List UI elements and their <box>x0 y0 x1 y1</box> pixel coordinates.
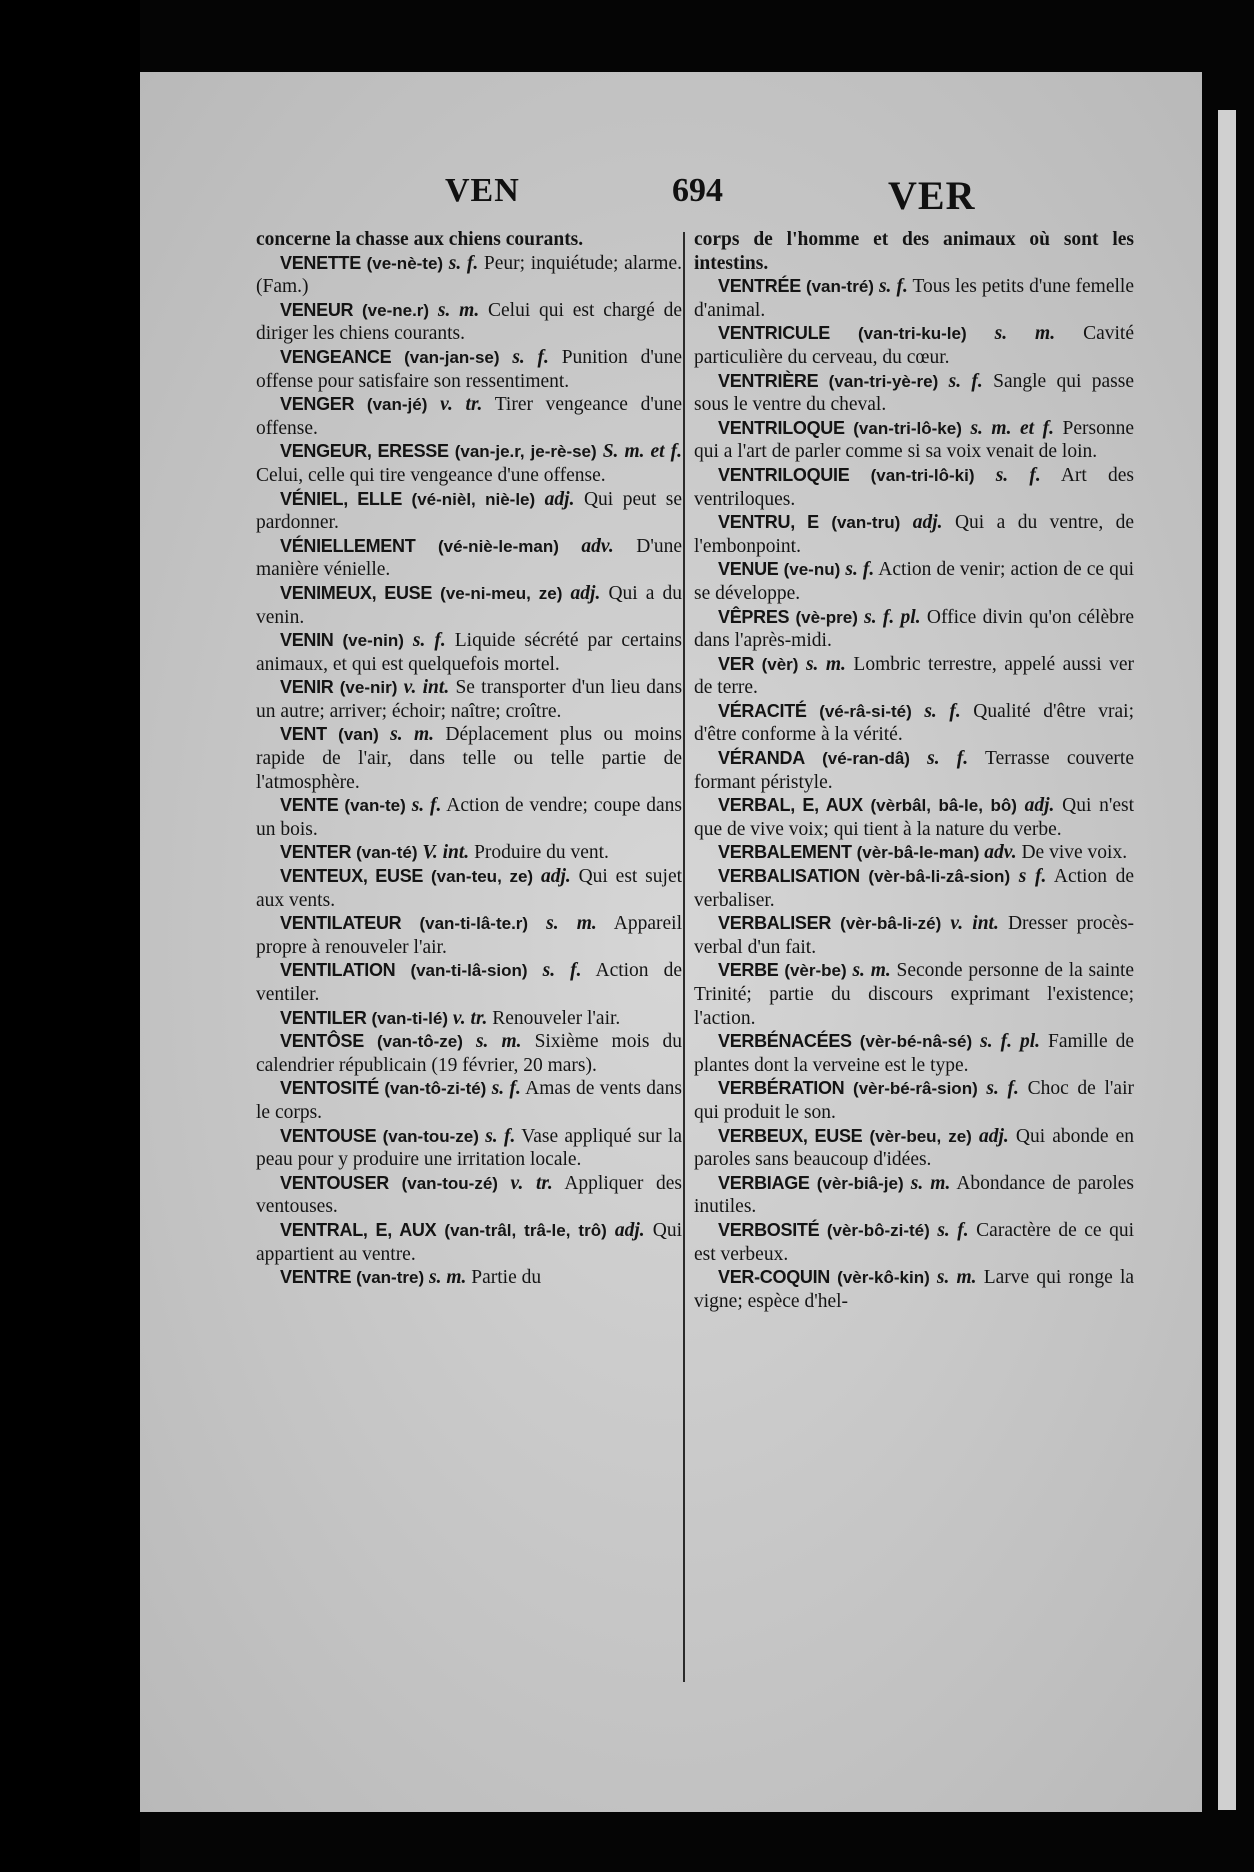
entry-definition: Qui a du venin. <box>256 582 683 628</box>
entry-definition: Tous les petits d'une femelle d'animal. <box>694 276 1134 321</box>
entry-grammar: adv. <box>984 842 1017 864</box>
entry-headword: VENTEUX, EUSE <box>280 866 424 887</box>
dictionary-entry <box>256 582 682 629</box>
entry-pronunciation: (vèr-bô-zi-té) <box>826 1220 930 1240</box>
entry-pronunciation: (ve-nè-te) <box>366 253 444 273</box>
right-column <box>694 228 1134 1313</box>
dictionary-entry <box>694 417 1134 464</box>
dictionary-entry <box>256 1266 682 1290</box>
dictionary-entry <box>256 535 682 582</box>
entry-pronunciation: (vé-râ-si-té) <box>819 701 912 721</box>
entry-pronunciation: (vèr-be) <box>784 961 847 981</box>
entry-grammar: s. f. <box>542 960 582 982</box>
entry-grammar: adj. <box>614 1219 645 1241</box>
entry-pronunciation: (van-tou-zé) <box>401 1173 498 1193</box>
entry-grammar: s. m. <box>546 913 597 935</box>
entry-definition: Qui peut se pardonner. <box>256 488 683 534</box>
dictionary-entry <box>694 1125 1134 1172</box>
entry-grammar: s. f. <box>491 1078 521 1100</box>
entry-grammar: s. f. <box>845 559 875 581</box>
entry-headword: VERBEUX, EUSE <box>718 1125 863 1146</box>
entry-headword: VERBAL, E, AUX <box>718 795 863 816</box>
entry-headword: VENIMEUX, EUSE <box>280 582 433 603</box>
entry-definition: Se transporter d'un lieu dans un autre; arriver; échoir; naître; croître. <box>256 677 683 722</box>
entry-pronunciation: (vèr) <box>761 654 799 674</box>
dictionary-entry <box>256 488 682 535</box>
entry-definition: Qualité d'être vrai; d'être conforme à la vérité. <box>694 700 1135 746</box>
entry-grammar: s. f. <box>485 1125 516 1147</box>
entry-grammar: s. f. <box>995 464 1041 486</box>
scan-border <box>0 0 140 1872</box>
entry-grammar: s. m. <box>936 1267 977 1289</box>
entry-definition: De vive voix. <box>1021 842 1128 864</box>
entry-grammar: adj. <box>540 866 571 888</box>
entry-headword: VENEUR <box>280 299 354 320</box>
page-number: 694 <box>672 172 723 209</box>
entry-definition: Sangle qui passe sous le ventre du cheval. <box>694 370 1135 416</box>
entry-headword: VERBÉNACÉES <box>718 1031 852 1052</box>
entry-definition: Appliquer des ventouses. <box>256 1172 682 1218</box>
dictionary-entry <box>694 511 1134 558</box>
entry-pronunciation: (van-té) <box>356 843 418 863</box>
entry-definition: concerne la chasse aux chiens courants. <box>256 229 584 250</box>
dictionary-entry <box>694 275 1134 322</box>
entry-headword: VERBE <box>718 960 779 981</box>
dictionary-entry <box>256 228 682 252</box>
entry-headword: VENTE <box>280 795 339 816</box>
entry-grammar: s. f. <box>411 795 442 817</box>
entry-pronunciation: (van-tou-ze) <box>382 1126 479 1146</box>
dictionary-entry <box>256 440 682 487</box>
running-head-left: VEN <box>445 172 520 209</box>
left-column <box>256 228 682 1290</box>
entry-grammar: v. tr. <box>440 394 483 416</box>
entry-grammar: S. m. et f. <box>602 441 682 463</box>
entry-pronunciation: (van-tre) <box>356 1268 425 1288</box>
entry-grammar: s. f. <box>937 1219 969 1241</box>
dictionary-entry <box>694 865 1134 912</box>
dictionary-entry <box>694 700 1134 747</box>
entry-definition: Action de ventiler. <box>256 960 683 1005</box>
entry-grammar: s. f. <box>448 252 479 274</box>
entry-headword: VER <box>718 653 755 674</box>
dictionary-entry <box>256 841 682 865</box>
dictionary-entry <box>694 794 1134 841</box>
entry-pronunciation: (vèr-kô-kin) <box>837 1268 930 1288</box>
entry-grammar: V. int. <box>422 842 470 864</box>
entry-definition: Celui qui est chargé de diriger les chiens courants. <box>256 299 683 345</box>
entry-definition: Caractère de ce qui est verbeux. <box>694 1219 1135 1265</box>
entry-definition: Celui, celle qui tire vengeance d'une offense. <box>256 464 606 486</box>
entry-definition: Peur; inquiétude; alarme. (Fam.) <box>256 252 683 298</box>
entry-headword: VÉRANDA <box>718 748 805 769</box>
entry-definition: Choc de l'air qui produit le son. <box>694 1078 1134 1123</box>
entry-pronunciation: (vèr-biâ-je) <box>816 1173 904 1193</box>
entry-headword: VENGEANCE <box>280 346 392 367</box>
entry-definition: Vase appliqué sur la peau pour y produire une irritation locale. <box>256 1125 683 1171</box>
entry-grammar: s. f. <box>878 276 908 298</box>
entry-definition: Office divin qu'on célèbre dans l'après-midi. <box>694 606 1135 652</box>
entry-headword: VÉRACITÉ <box>718 700 807 721</box>
entry-headword: VENTILATION <box>280 960 396 981</box>
entry-grammar: s. f. <box>927 748 969 770</box>
entry-definition: Action de verbaliser. <box>694 866 1135 911</box>
entry-definition: Qui est sujet aux vents. <box>256 866 683 911</box>
entry-headword: VENETTE <box>280 252 361 273</box>
entry-headword: VENTILER <box>280 1007 367 1028</box>
entry-definition: Liquide sécrété par certains animaux, et qui est quelquefois mortel. <box>256 630 683 675</box>
entry-definition: Tirer vengeance d'une offense. <box>256 394 683 439</box>
entry-headword: VENUE <box>718 559 779 580</box>
entry-grammar: s. m. <box>475 1031 522 1053</box>
entry-pronunciation: (ve-ni-meu, ze) <box>440 583 563 603</box>
entry-headword: VENTRIÈRE <box>718 370 819 391</box>
entry-grammar: adj. <box>1024 795 1055 817</box>
entry-headword: VENTRILOQUE <box>718 417 845 438</box>
entry-definition: Amas de vents dans le corps. <box>256 1078 683 1123</box>
entry-grammar: s. m. et f. <box>970 417 1054 439</box>
entry-grammar: s. f. <box>924 700 961 722</box>
entry-grammar: adj. <box>570 582 601 604</box>
entry-grammar: v. tr. <box>510 1172 553 1194</box>
entry-pronunciation: (van-tô-ze) <box>376 1032 463 1052</box>
entry-definition: Art des ventriloques. <box>694 464 1134 510</box>
dictionary-entry <box>694 322 1134 369</box>
entry-headword: VENTRE <box>280 1267 352 1288</box>
dictionary-entry <box>694 228 1134 275</box>
entry-definition: Cavité particulière du cerveau, du cœur. <box>694 323 1134 368</box>
entry-pronunciation: (van) <box>338 725 379 745</box>
dictionary-entry <box>256 629 682 676</box>
entry-definition: D'une manière vénielle. <box>256 535 683 581</box>
entry-pronunciation: (vèr-bâ-le-man) <box>856 843 980 863</box>
dictionary-entry <box>256 1030 682 1077</box>
entry-grammar: s. m. <box>437 299 480 321</box>
adjacent-page-edge <box>1218 110 1236 1810</box>
entry-pronunciation: (van-tri-lô-ke) <box>853 418 962 438</box>
entry-definition: Personne qui a l'art de parler comme si sa voix venait de loin. <box>694 417 1135 463</box>
entry-grammar: s. f. pl. <box>864 606 921 628</box>
entry-headword: VENTOSITÉ <box>280 1078 379 1099</box>
entry-pronunciation: (van-jan-se) <box>404 347 500 367</box>
dictionary-entry <box>694 370 1134 417</box>
entry-headword: VENTOUSE <box>280 1125 377 1146</box>
dictionary-entry <box>694 1219 1134 1266</box>
entry-grammar: s. m. <box>428 1267 467 1289</box>
entry-grammar: s. m. <box>910 1172 951 1194</box>
entry-headword: VERBALISATION <box>718 866 860 887</box>
entry-headword: VENIN <box>280 630 334 651</box>
dictionary-entry <box>694 606 1134 653</box>
entry-pronunciation: (vèr-bé-nâ-sé) <box>859 1032 973 1052</box>
dictionary-entry <box>256 1077 682 1124</box>
dictionary-entry <box>256 346 682 393</box>
entry-grammar: adj. <box>912 512 943 534</box>
dictionary-entry <box>694 464 1134 511</box>
dictionary-entry <box>256 299 682 346</box>
entry-grammar: s. m. <box>852 960 891 982</box>
entry-definition: Abondance de paroles inutiles. <box>694 1172 1135 1218</box>
entry-headword: VERBOSITÉ <box>718 1219 820 1240</box>
entry-definition: Punition d'une offense pour satisfaire son ressentiment. <box>256 346 682 392</box>
dictionary-entry <box>256 1125 682 1172</box>
dictionary-entry <box>256 723 682 794</box>
entry-definition: Qui n'est que de vive voix; qui tient à la nature du verbe. <box>694 795 1135 840</box>
entry-definition: Seconde personne de la sainte Trinité; partie du discours exprimant l'existence; l'action. <box>694 960 1135 1029</box>
dictionary-entry <box>694 959 1134 1030</box>
entry-headword: VENTRICULE <box>718 323 831 344</box>
entry-pronunciation: (vé-ran-dâ) <box>822 749 910 769</box>
entry-pronunciation: (van-ti-lâ-sion) <box>410 961 528 981</box>
entry-pronunciation: (ve-nir) <box>339 678 398 698</box>
entry-definition: Larve qui ronge la vigne; espèce d'hel- <box>694 1267 1135 1312</box>
entry-definition: Renouveler l'air. <box>492 1007 621 1029</box>
entry-pronunciation: (ve-nin) <box>342 631 404 651</box>
dictionary-entry <box>694 841 1134 865</box>
entry-definition: Terrasse couverte formant péristyle. <box>694 748 1135 793</box>
entry-definition: Déplacement plus ou moins rapide de l'air, dans telle ou telle partie de l'atmosphère. <box>256 724 683 793</box>
entry-definition: Qui appartient au ventre. <box>256 1219 683 1265</box>
entry-pronunciation: (vèr-bâ-li-zé) <box>840 914 942 934</box>
entry-grammar: v. int. <box>403 677 450 699</box>
dictionary-entry <box>256 794 682 841</box>
entry-pronunciation: (vèr-beu, ze) <box>869 1126 972 1146</box>
entry-grammar: s f. <box>1018 866 1047 888</box>
entry-grammar: s. m. <box>994 323 1056 345</box>
dictionary-entry <box>694 1266 1134 1313</box>
entry-grammar: v. int. <box>950 913 999 935</box>
entry-definition: Appareil propre à renouveler l'air. <box>256 913 682 958</box>
entry-pronunciation: (vèrbâl, bâ-le, bô) <box>870 796 1017 816</box>
entry-headword: VENGER <box>280 394 355 415</box>
entry-definition: Action de venir; action de ce qui se développe. <box>694 559 1134 604</box>
running-head-right: VER <box>888 173 976 218</box>
dictionary-entry <box>256 252 682 299</box>
entry-pronunciation: (vèr-bé-râ-sion) <box>853 1079 978 1099</box>
entry-grammar: s. m. <box>805 653 846 675</box>
entry-definition: corps de l'homme et des animaux où sont les intestins. <box>694 229 1134 274</box>
entry-grammar: s. f. <box>986 1078 1019 1100</box>
entry-headword: VENTÔSE <box>280 1031 364 1052</box>
entry-pronunciation: (van-tru) <box>831 513 901 533</box>
entry-pronunciation: (van-trâl, trâ-le, trô) <box>444 1220 607 1240</box>
entry-definition: Sixième mois du calendrier républicain (19 février, 20 mars). <box>256 1031 682 1076</box>
entry-headword: VERBIAGE <box>718 1172 810 1193</box>
entry-headword: VENGEUR, ERESSE <box>280 441 449 462</box>
entry-grammar: adv. <box>581 535 614 557</box>
entry-headword: VENTOUSER <box>280 1172 389 1193</box>
entry-pronunciation: (van-tri-lô-ki) <box>870 465 975 485</box>
dictionary-entry <box>694 558 1134 605</box>
entry-headword: VENTRAL, E, AUX <box>280 1219 437 1240</box>
entry-grammar: adj. <box>544 488 575 510</box>
entry-grammar: s. m. <box>390 724 435 746</box>
entry-definition: Famille de plantes dont la verveine est le type. <box>694 1031 1135 1076</box>
entry-headword: VÉNIELLEMENT <box>280 535 416 556</box>
entry-pronunciation: (van-teu, ze) <box>430 867 534 887</box>
dictionary-entry <box>256 1172 682 1219</box>
entry-pronunciation: (vè-pre) <box>795 607 858 627</box>
entry-definition: Qui a du ventre, de l'embonpoint. <box>694 512 1135 557</box>
entry-grammar: s. f. pl. <box>980 1031 1041 1053</box>
entry-pronunciation: (van-ti-lâ-te.r) <box>419 914 529 934</box>
dictionary-entry <box>256 1219 682 1266</box>
column-divider <box>683 232 685 1682</box>
dictionary-entry <box>694 747 1134 794</box>
entry-grammar: adj. <box>978 1125 1009 1147</box>
entry-headword: VENTRU, E <box>718 512 819 533</box>
dictionary-entry <box>694 912 1134 959</box>
entry-grammar: s. f. <box>512 346 549 368</box>
dictionary-entry <box>256 1007 682 1031</box>
entry-definition: Dresser procès-verbal d'un fait. <box>694 913 1135 958</box>
entry-pronunciation: (van-jé) <box>366 395 428 415</box>
entry-headword: VENTRÉE <box>718 276 801 297</box>
entry-pronunciation: (vé-niè-le-man) <box>437 536 559 556</box>
entry-pronunciation: (ve-ne.r) <box>362 300 430 320</box>
entry-headword: VERBÉRATION <box>718 1078 845 1099</box>
dictionary-entry <box>694 1172 1134 1219</box>
dictionary-entry <box>256 676 682 723</box>
dictionary-entry <box>256 393 682 440</box>
entry-pronunciation: (vèr-bâ-li-zâ-sion) <box>868 867 1011 887</box>
entry-pronunciation: (van-ti-lé) <box>371 1008 448 1028</box>
entry-headword: VENTILATEUR <box>280 913 402 934</box>
dictionary-entry <box>256 959 682 1006</box>
dictionary-entry <box>256 912 682 959</box>
entry-definition: Qui abonde en paroles sans beaucoup d'idées. <box>694 1125 1135 1171</box>
entry-pronunciation: (van-tré) <box>805 277 874 297</box>
entry-headword: VERBALISER <box>718 913 832 934</box>
entry-pronunciation: (ve-nu) <box>783 560 841 580</box>
entry-headword: VERBALEMENT <box>718 842 852 863</box>
entry-headword: VÉNIEL, ELLE <box>280 488 403 509</box>
entry-definition: Action de vendre; coupe dans un bois. <box>256 795 683 840</box>
entry-definition: Produire du vent. <box>474 842 609 864</box>
entry-pronunciation: (vé-nièl, niè-le) <box>411 489 536 509</box>
entry-definition: Lombric terrestre, appelé aussi ver de terre. <box>694 653 1135 699</box>
entry-pronunciation: (van-tri-ku-le) <box>858 324 967 344</box>
entry-pronunciation: (van-je.r, je-rè-se) <box>454 442 597 462</box>
entry-pronunciation: (van-tô-zi-té) <box>384 1079 487 1099</box>
entry-headword: VENTER <box>280 842 352 863</box>
entry-headword: VENT <box>280 724 327 745</box>
entry-grammar: s. f. <box>412 630 446 652</box>
entry-grammar: v. tr. <box>452 1007 488 1029</box>
dictionary-entry <box>694 653 1134 700</box>
entry-headword: VENTRILOQUIE <box>718 464 850 485</box>
dictionary-entry <box>694 1030 1134 1077</box>
entry-grammar: s. f. <box>948 370 983 392</box>
entry-pronunciation: (van-tri-yè-re) <box>828 371 939 391</box>
entry-pronunciation: (van-te) <box>344 796 406 816</box>
entry-headword: VENIR <box>280 677 334 698</box>
dictionary-entry <box>256 865 682 912</box>
entry-definition: Partie du <box>471 1267 542 1289</box>
entry-headword: VÊPRES <box>718 606 790 627</box>
dictionary-entry <box>694 1077 1134 1124</box>
entry-headword: VER-COQUIN <box>718 1267 831 1288</box>
